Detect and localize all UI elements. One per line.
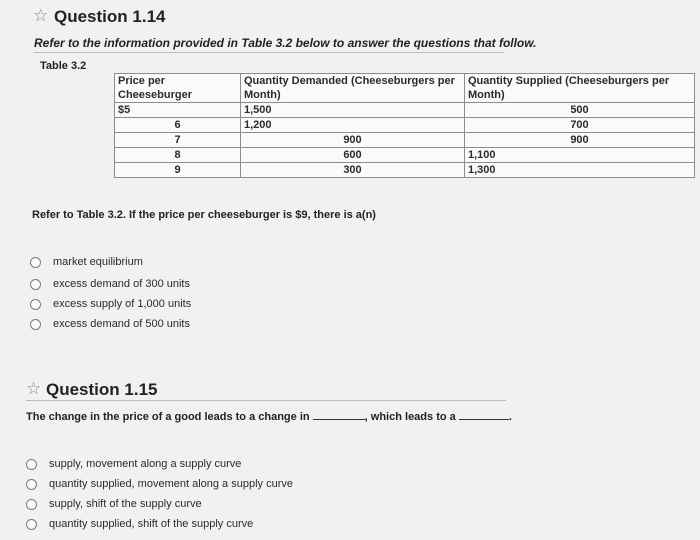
answer-blank [313, 409, 365, 420]
answer-option[interactable] [26, 515, 253, 533]
table-row [115, 148, 695, 163]
divider [34, 52, 504, 53]
table-row [115, 118, 695, 133]
table-header-row [115, 74, 695, 103]
answer-blank [459, 409, 509, 420]
data-table [114, 73, 695, 178]
table-row [115, 103, 695, 118]
table-cell: 7 [115, 133, 241, 148]
table-cell: 9 [115, 163, 241, 178]
option-label: quantity supplied, movement along a supply curve [49, 478, 293, 490]
answer-option[interactable] [30, 295, 191, 313]
table-cell: 600 [241, 148, 465, 163]
option-label: excess supply of 1,000 units [53, 298, 192, 310]
option-label: excess demand of 300 units [53, 278, 190, 290]
option-label: excess demand of 500 units [53, 318, 190, 330]
table-cell: 6 [115, 118, 241, 133]
question-text-part1: The change in the price of a good leads to a change in [26, 411, 310, 423]
table-label: Table 3.2 [40, 60, 87, 72]
star-icon[interactable]: ☆ [26, 379, 42, 398]
column-header-quantity-demanded: Quantity Demanded (Cheeseburgers per Month) [241, 74, 465, 103]
question-text-end: . [508, 411, 512, 423]
option-label: market equilibrium [53, 256, 143, 268]
divider [26, 400, 506, 401]
radio-button[interactable] [26, 519, 37, 530]
table-cell: 300 [241, 163, 465, 178]
answer-option[interactable] [26, 455, 241, 473]
answer-option[interactable] [26, 475, 293, 493]
option-label: supply, shift of the supply curve [49, 498, 202, 510]
column-header-quantity-supplied: Quantity Supplied (Cheeseburgers per Month) [465, 74, 695, 103]
answer-option[interactable] [30, 315, 190, 333]
table-row [115, 163, 695, 178]
table-cell: 900 [241, 133, 465, 148]
question-text [26, 409, 512, 423]
table-cell: $5 [115, 103, 241, 118]
radio-button[interactable] [30, 257, 41, 268]
answer-option[interactable] [30, 275, 190, 293]
radio-button[interactable] [30, 299, 41, 310]
radio-button[interactable] [26, 459, 37, 470]
table-cell: 8 [115, 148, 241, 163]
star-icon[interactable]: ☆ [33, 6, 49, 25]
table-row [115, 133, 695, 148]
answer-option[interactable] [30, 253, 143, 271]
radio-button[interactable] [30, 279, 41, 290]
option-label: quantity supplied, shift of the supply curve [49, 518, 254, 530]
question-title: Question 1.15 [46, 380, 158, 399]
table-cell: 1,300 [465, 163, 695, 178]
radio-button[interactable] [30, 319, 41, 330]
table-cell: 1,500 [241, 103, 465, 118]
table-cell: 900 [465, 133, 695, 148]
question-instruction: Refer to the information provided in Table 3.2 below to answer the questions that follow. [34, 36, 537, 50]
radio-button[interactable] [26, 499, 37, 510]
table-cell: 1,100 [465, 148, 695, 163]
radio-button[interactable] [26, 479, 37, 490]
table-cell: 1,200 [241, 118, 465, 133]
question-text: Refer to Table 3.2. If the price per cheeseburger is $9, there is a(n) [32, 209, 376, 221]
answer-option[interactable] [26, 495, 202, 513]
question-text-part2: , which leads to a [364, 411, 456, 423]
table-cell: 700 [465, 118, 695, 133]
column-header-price: Price per Cheeseburger [115, 74, 241, 103]
table-cell: 500 [465, 103, 695, 118]
question-title: Question 1.14 [54, 7, 166, 26]
option-label: supply, movement along a supply curve [49, 458, 242, 470]
